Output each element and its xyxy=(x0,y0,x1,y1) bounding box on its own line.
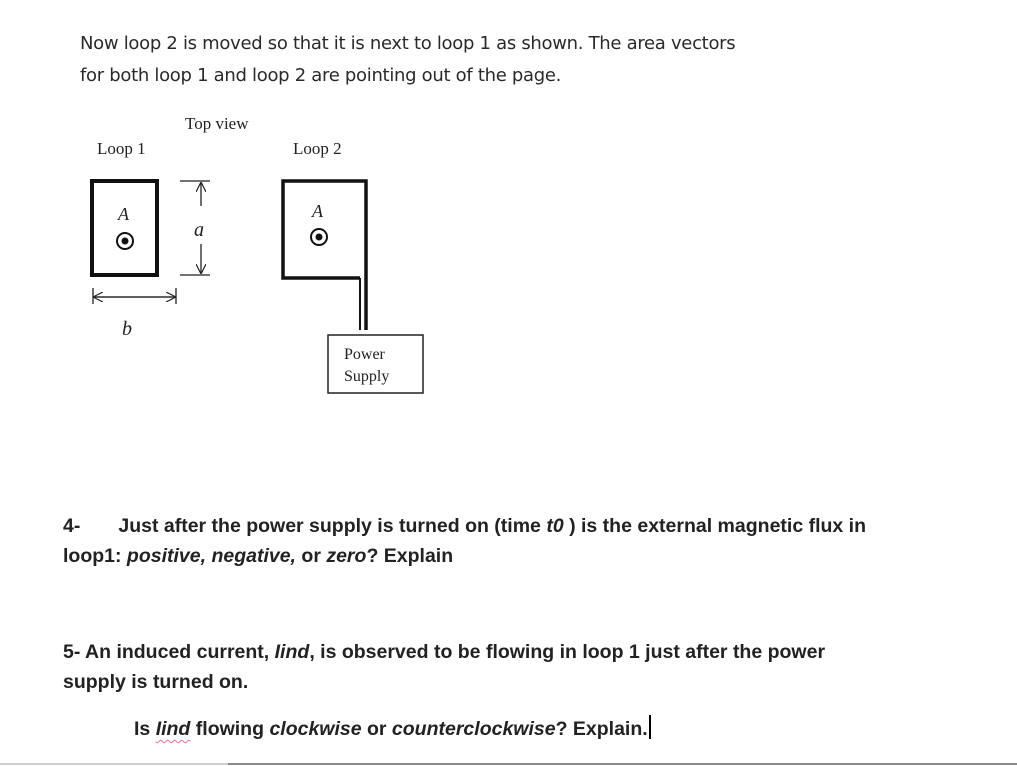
question-6-line xyxy=(134,714,1017,744)
question-4-or: or xyxy=(295,545,327,567)
question-6-iind: Iind xyxy=(155,718,191,740)
question-4 xyxy=(63,511,963,571)
loop2-area-label: A xyxy=(312,201,323,221)
loop1-area-label: A xyxy=(118,204,129,224)
top-view-label: Top view xyxy=(185,114,249,133)
loop1-out-of-page-icon xyxy=(117,233,133,249)
loop2-label: Loop 2 xyxy=(293,139,342,158)
loop1-square xyxy=(92,181,157,275)
question-5-iind: Iind xyxy=(274,641,310,663)
question-4-end: ? Explain xyxy=(366,545,454,567)
question-5-text-b: , is observed to be flowing in loop 1 just after the power xyxy=(309,641,826,663)
width-label: b xyxy=(122,318,132,340)
question-4-number: 4- xyxy=(63,515,81,537)
question-6-clockwise: clockwise xyxy=(269,718,362,740)
question-6[interactable] xyxy=(134,714,1017,744)
time-t0: t0 xyxy=(546,515,564,537)
question-4-line-1 xyxy=(63,511,963,541)
footer-divider-dark xyxy=(228,763,1017,765)
question-4-text-a: Just after the power supply is turned on (time xyxy=(118,515,547,537)
loop1-label: Loop 1 xyxy=(97,139,146,158)
loops-figure xyxy=(0,100,460,410)
height-label: a xyxy=(194,219,204,241)
question-4-text-b: ) is the external magnetic flux in xyxy=(563,515,866,537)
question-4-line-2 xyxy=(63,541,963,571)
question-4-options: positive, negative, xyxy=(126,545,296,567)
loop2-out-of-page-icon xyxy=(311,229,327,245)
intro-line-2: for both loop 1 and loop 2 are pointing out of the page. xyxy=(80,65,562,86)
question-5-line-2: supply is turned on. xyxy=(63,671,249,693)
loop2-square xyxy=(283,181,366,330)
intro-line-1: Now loop 2 is moved so that it is next to loop 1 as shown. The area vectors xyxy=(80,33,736,54)
power-supply-label-line2: Supply xyxy=(344,368,390,385)
power-supply-label-line1: Power xyxy=(344,346,385,363)
question-5-line-1 xyxy=(63,637,963,667)
text-cursor xyxy=(649,715,651,739)
question-6-text-a: Is xyxy=(134,718,156,740)
question-5 xyxy=(63,637,963,697)
question-4-text-c: loop1: xyxy=(63,545,127,567)
question-6-or: or xyxy=(361,718,392,740)
question-6-text-b: flowing xyxy=(190,718,270,740)
question-6-counterclockwise: counterclockwise xyxy=(391,718,556,740)
question-4-zero: zero xyxy=(326,545,367,567)
width-dimension-arrow xyxy=(93,288,176,304)
intro-paragraph xyxy=(80,28,840,92)
question-6-end: ? Explain. xyxy=(555,718,648,740)
question-5-text-a: 5- An induced current, xyxy=(63,641,275,663)
